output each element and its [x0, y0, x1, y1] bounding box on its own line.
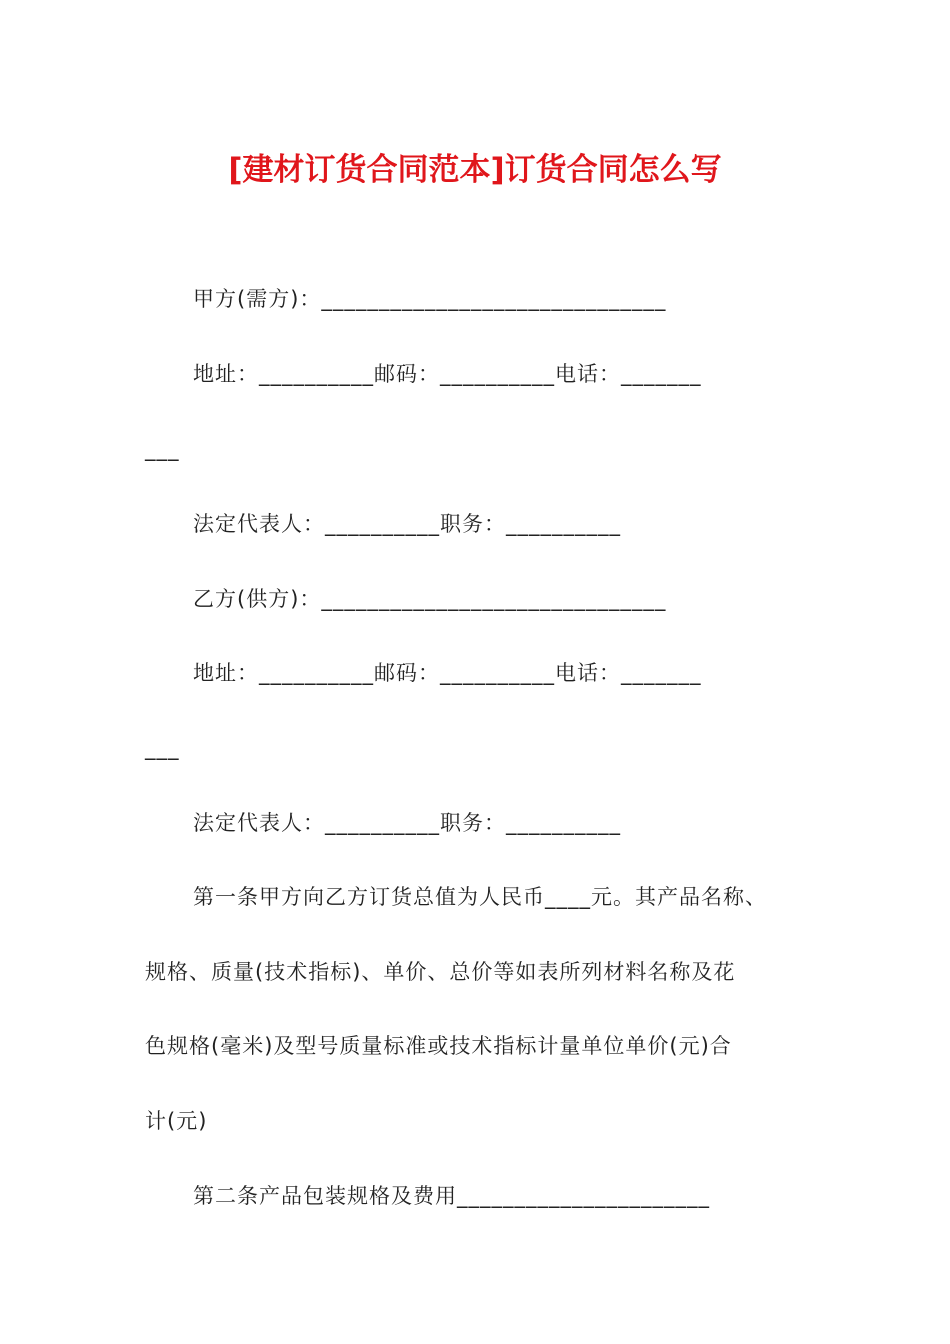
party-a-representative-line: 法定代表人：__________职务：__________ [193, 512, 621, 536]
party-b-representative-line: 法定代表人：__________职务：__________ [193, 811, 621, 835]
article-1-line-3: 色规格(毫米)及型号质量标准或技术指标计量单位单价(元)合 [145, 1034, 732, 1058]
document-title: [建材订货合同范本]订货合同怎么写 [228, 152, 722, 188]
article-1-line-2: 规格、质量(技术指标)、单价、总价等如表所列材料名称及花 [145, 960, 736, 984]
party-b-phone-continuation: ___ [145, 736, 180, 760]
party-a-phone-continuation: ___ [145, 437, 180, 461]
party-a-line: 甲方(需方)：______________________________ [193, 287, 667, 311]
article-1-line-4: 计(元) [145, 1109, 208, 1133]
article-2-line: 第二条产品包装规格及费用______________________ [193, 1184, 710, 1208]
party-b-line: 乙方(供方)：______________________________ [193, 587, 667, 611]
party-b-address-line: 地址：__________邮码：__________电话：_______ [193, 661, 702, 685]
article-1-line-1: 第一条甲方向乙方订货总值为人民币____元。其产品名称、 [193, 885, 767, 909]
party-a-address-line: 地址：__________邮码：__________电话：_______ [193, 362, 702, 386]
